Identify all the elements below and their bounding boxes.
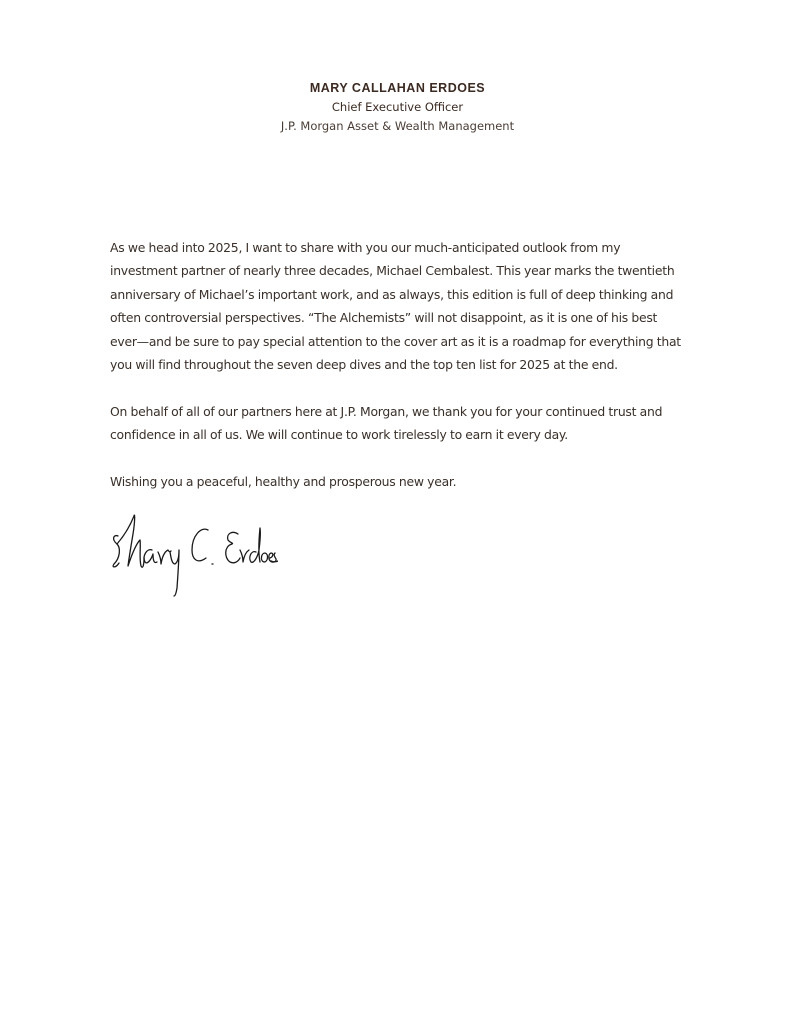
author-organization: J.P. Morgan Asset & Wealth Management [280, 119, 515, 133]
letter-paragraph-3: Wishing you a peaceful, healthy and prosperous new year. [110, 474, 457, 490]
letter-paragraph-2: On behalf of all of our partners here at J.P. Morgan, we thank you for your continued trust and confidence in all of us. We will continue to work tirelessly to earn it every day. [110, 403, 663, 443]
author-name: MARY CALLAHAN ERDOES [309, 81, 486, 95]
handwritten-signature [108, 506, 278, 601]
letter-paragraph-1: As we head into 2025, I want to share with you our much-anticipated outlook from my investment partner of nearly three decades, Michael Cembalest. This year marks the twentieth anniversary of Michael’s important work, and as always, this edition is full of deep thinking and often controversial perspectives. “The Alchemists” will not disappoint, as it is one of his best ever—and be sure to pay special attention to the cover art as it is a roadmap for everything that you will find throughout the seven deep dives and the top ten list for 2025 at the end. [110, 240, 681, 373]
letter-body [110, 236, 685, 517]
letter-header [0, 79, 791, 136]
signature-drawing [108, 506, 278, 601]
author-title: Chief Executive Officer [331, 100, 464, 114]
